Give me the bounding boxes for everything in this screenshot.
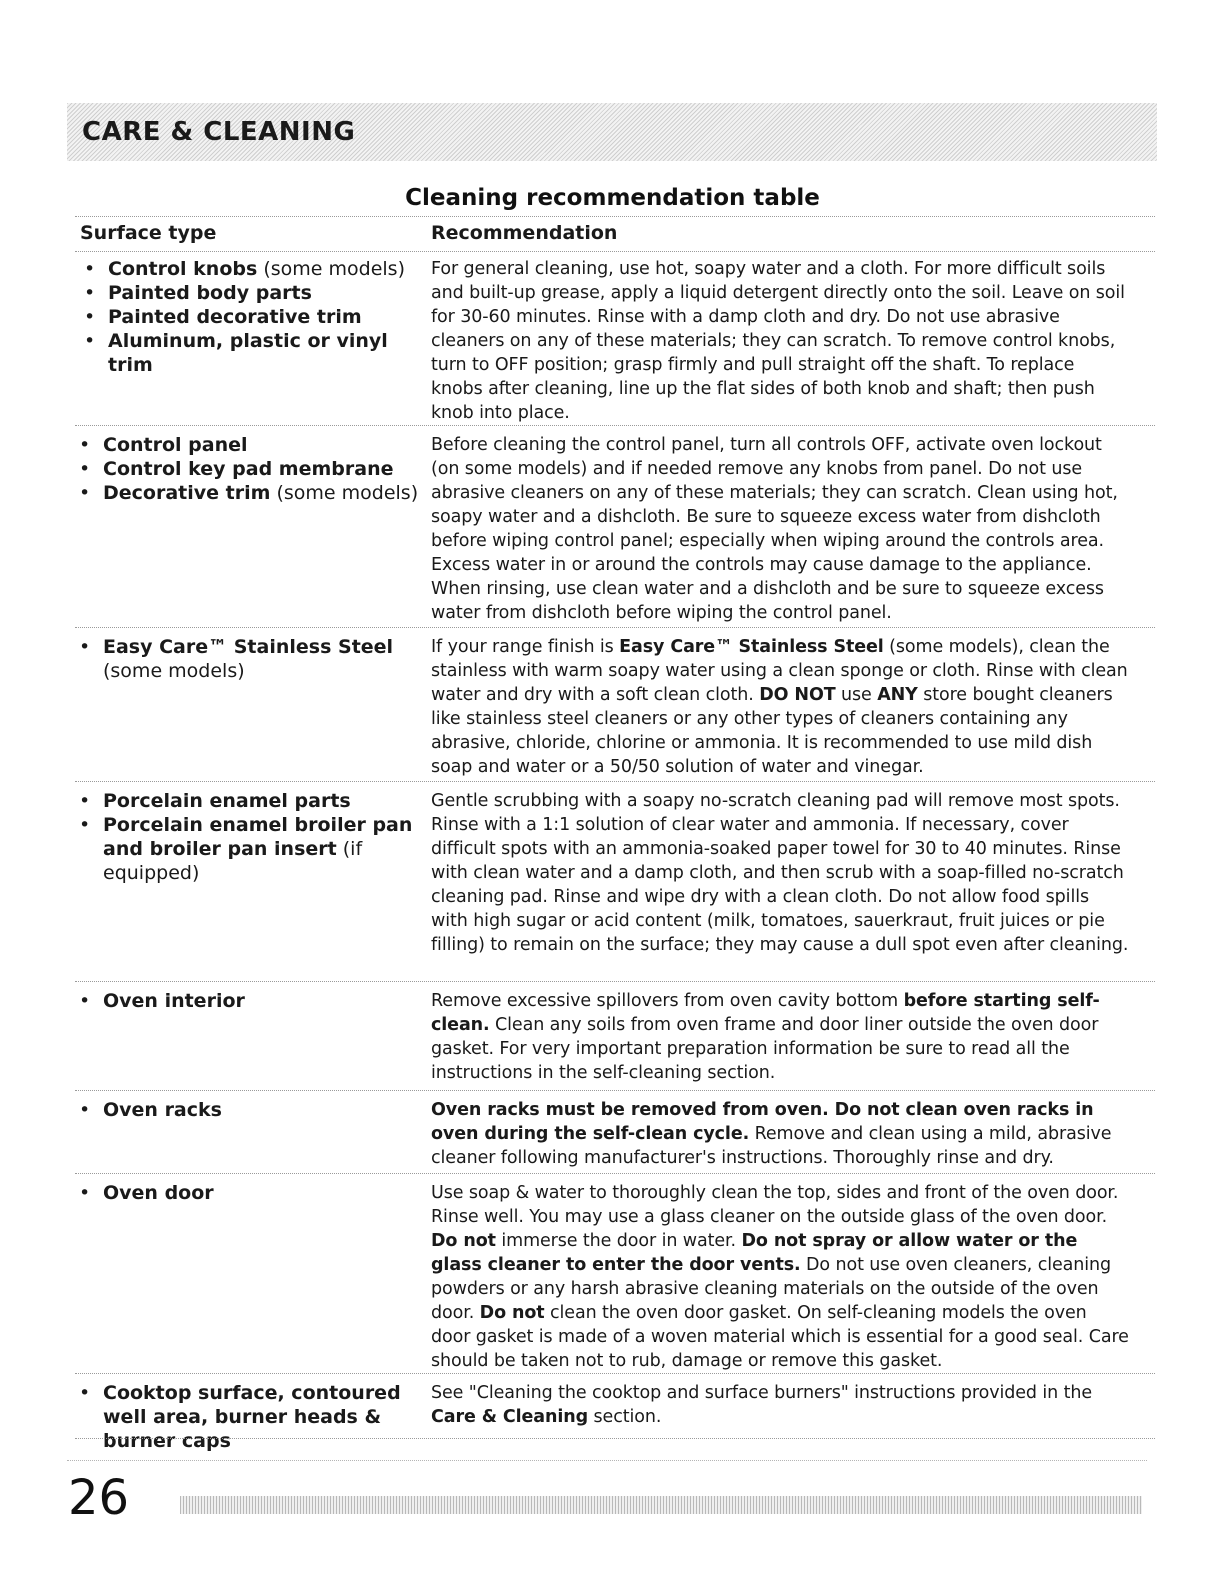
recommendation-emphasis: Do not spray or allow water or the glass cleaner to enter the door vents. bbox=[431, 1231, 1078, 1275]
surface-item-name: Porcelain enamel parts bbox=[103, 790, 351, 812]
surface-type-cell bbox=[75, 433, 425, 505]
recommendation-emphasis: Do not bbox=[479, 1303, 545, 1323]
surface-type-cell bbox=[75, 1098, 425, 1122]
recommendation-text: Clean any soils from oven frame and door liner outside the oven door gasket. For very important preparation information be sure to read all the instructions in the self-cleaning section. bbox=[431, 1015, 1099, 1083]
surface-item-name: Decorative trim bbox=[103, 482, 271, 504]
column-header-surface: Surface type bbox=[80, 222, 217, 244]
surface-type-cell bbox=[75, 1181, 425, 1205]
recommendation-text: clean the oven door gasket. On self-cleaning models the oven door gasket is made of a woven material which is essential for a good seal. Care should be taken not to rub, damage or remove this gasket. bbox=[431, 1303, 1129, 1371]
surface-item bbox=[75, 457, 425, 481]
divider bbox=[75, 781, 1155, 782]
page-number: 26 bbox=[68, 1470, 130, 1526]
recommendation-cell bbox=[431, 989, 1131, 1085]
recommendation-cell bbox=[431, 1381, 1131, 1429]
recommendation-emphasis: before starting self-clean. bbox=[431, 991, 1100, 1035]
table-title-text: Cleaning recommendation table bbox=[405, 185, 820, 211]
recommendation-emphasis: ANY bbox=[877, 685, 918, 705]
surface-item-name: Easy Care™ Stainless Steel bbox=[103, 636, 394, 658]
surface-item bbox=[75, 281, 425, 305]
surface-item-name: Aluminum, plastic or vinyl trim bbox=[108, 330, 388, 376]
surface-type-cell bbox=[75, 989, 425, 1013]
footer-divider bbox=[67, 1460, 1147, 1461]
recommendation-text: immerse the door in water. bbox=[495, 1231, 742, 1251]
recommendation-emphasis: Easy Care™ Stainless Steel bbox=[619, 637, 884, 657]
divider bbox=[75, 425, 1155, 426]
surface-item-name: Oven racks bbox=[103, 1099, 222, 1121]
surface-item bbox=[75, 329, 425, 377]
recommendation-text: Remove excessive spillovers from oven cavity bottom bbox=[431, 991, 904, 1011]
recommendation-cell bbox=[431, 433, 1131, 625]
surface-type-cell bbox=[75, 257, 425, 377]
recommendation-text: If your range finish is bbox=[431, 637, 620, 657]
divider bbox=[75, 216, 1155, 217]
recommendation-cell bbox=[431, 1098, 1131, 1170]
recommendation-emphasis: Do not bbox=[431, 1231, 496, 1251]
divider bbox=[75, 1373, 1155, 1374]
surface-item bbox=[75, 305, 425, 329]
recommendation-text: Gentle scrubbing with a soapy no-scratch cleaning pad will remove most spots. Rinse with a 1:1 solution of clear water and ammonia. If necessary, cover difficult spots with an ammonia-soaked paper towel for 30 to 40 minutes. Rinse with clean water and a damp cloth, and then scrub with a soap-filled no-scratch cleaning pad. Rinse and wipe dry with a clean cloth. Do not allow food spills with high sugar or acid content (milk, tomatoes, sauerkraut, fruit juices or pie filling) to remain on the surface; they may cause a dull spot even after cleaning. bbox=[431, 791, 1129, 955]
recommendation-emphasis: Oven racks must be removed from oven. Do not clean oven racks in oven during the self-clean cycle. bbox=[431, 1100, 1094, 1144]
recommendation-emphasis: Care & Cleaning bbox=[431, 1407, 589, 1427]
column-header-recommendation: Recommendation bbox=[431, 222, 618, 244]
recommendation-cell bbox=[431, 1181, 1131, 1373]
recommendation-text: Use soap & water to thoroughly clean the top, sides and front of the oven door. Rinse well. You may use a glass cleaner on the outside glass of the oven door. bbox=[431, 1183, 1119, 1227]
divider bbox=[75, 251, 1155, 252]
surface-item-name: Control key pad membrane bbox=[103, 458, 394, 480]
surface-item-name: Painted decorative trim bbox=[108, 306, 362, 328]
surface-item-name: Oven interior bbox=[103, 990, 245, 1012]
recommendation-text: store bought cleaners like stainless steel cleaners or any other types of cleaners containing any abrasive, chloride, chlorine or ammonia. It is recommended to use mild dish soap and water or a 50/50 solution of water and vinegar. bbox=[431, 685, 1113, 777]
recommendation-emphasis: DO NOT bbox=[759, 685, 836, 705]
surface-item bbox=[75, 635, 425, 683]
surface-item bbox=[75, 433, 425, 457]
surface-item-name: Cooktop surface, contoured well area, burner heads & burner caps bbox=[103, 1382, 401, 1452]
recommendation-text: For general cleaning, use hot, soapy water and a cloth. For more difficult soils and built-up grease, apply a liquid detergent directly onto the soil. Leave on soil for 30-60 minutes. Rinse with a damp cloth and dry. Do not use abrasive cleaners on any of these materials; they can scratch. To remove control knobs, turn to OFF position; grasp firmly and pull straight off the shaft. To replace knobs after cleaning, line up the flat sides of both knob and shaft; then push knob into place. bbox=[431, 259, 1125, 423]
surface-item-note: (some models) bbox=[257, 258, 405, 280]
surface-item-note: (some models) bbox=[103, 660, 245, 682]
section-header-title: CARE & CLEANING bbox=[82, 117, 356, 147]
divider bbox=[75, 1438, 1155, 1439]
recommendation-text: use bbox=[835, 685, 878, 705]
section-header-band bbox=[67, 103, 1157, 161]
recommendation-text: Remove and clean using a mild, abrasive cleaner following manufacturer's instructions. Thoroughly rinse and dry. bbox=[431, 1124, 1112, 1168]
surface-item bbox=[75, 789, 425, 813]
surface-item-name: Control panel bbox=[103, 434, 248, 456]
surface-item-note: (if equipped) bbox=[103, 838, 363, 884]
recommendation-text: See "Cleaning the cooktop and surface burners" instructions provided in the bbox=[431, 1383, 1092, 1403]
surface-item-note: (some models) bbox=[270, 482, 419, 504]
surface-type-cell bbox=[75, 789, 425, 885]
surface-item-name: Oven door bbox=[103, 1182, 214, 1204]
recommendation-cell bbox=[431, 635, 1131, 779]
surface-type-cell bbox=[75, 1381, 425, 1453]
surface-item bbox=[75, 1381, 425, 1453]
surface-item bbox=[75, 1181, 425, 1205]
divider bbox=[75, 1090, 1155, 1091]
recommendation-text: Before cleaning the control panel, turn all controls OFF, activate oven lockout (on some models) and if needed remove any knobs from panel. Do not use abrasive cleaners on any of these materials; they can scratch. Clean using hot, soapy water and a dishcloth. Be sure to squeeze excess water from dishcloth before wiping control panel; especially when wiping around the controls area. Excess water in or around the controls may cause damage to the appliance. When rinsing, use clean water and a dishcloth and be sure to squeeze excess water from dishcloth before wiping the control panel. bbox=[431, 435, 1118, 623]
recommendation-cell bbox=[431, 257, 1131, 425]
recommendation-text: (some models), clean the stainless with warm soapy water using a clean sponge or cloth. Rinse with clean water and dry with a soft clean cloth. bbox=[431, 637, 1128, 705]
recommendation-text: Do not use oven cleaners, cleaning powders or any harsh abrasive cleaning materials on the outside of the oven door. bbox=[431, 1255, 1112, 1323]
table-title bbox=[0, 185, 1225, 211]
surface-item bbox=[75, 481, 425, 505]
surface-item bbox=[75, 989, 425, 1013]
surface-item bbox=[75, 813, 425, 885]
footer-band bbox=[180, 1496, 1142, 1514]
divider bbox=[75, 627, 1155, 628]
recommendation-cell bbox=[431, 789, 1131, 957]
divider bbox=[75, 1173, 1155, 1174]
surface-item bbox=[75, 1098, 425, 1122]
divider bbox=[75, 981, 1155, 982]
surface-type-cell bbox=[75, 635, 425, 683]
surface-item-name: Painted body parts bbox=[108, 282, 312, 304]
recommendation-text: section. bbox=[588, 1407, 662, 1427]
surface-item bbox=[75, 257, 425, 281]
surface-item-name: Control knobs bbox=[108, 258, 258, 280]
surface-item-name: Porcelain enamel broiler pan and broiler pan insert bbox=[103, 814, 413, 860]
